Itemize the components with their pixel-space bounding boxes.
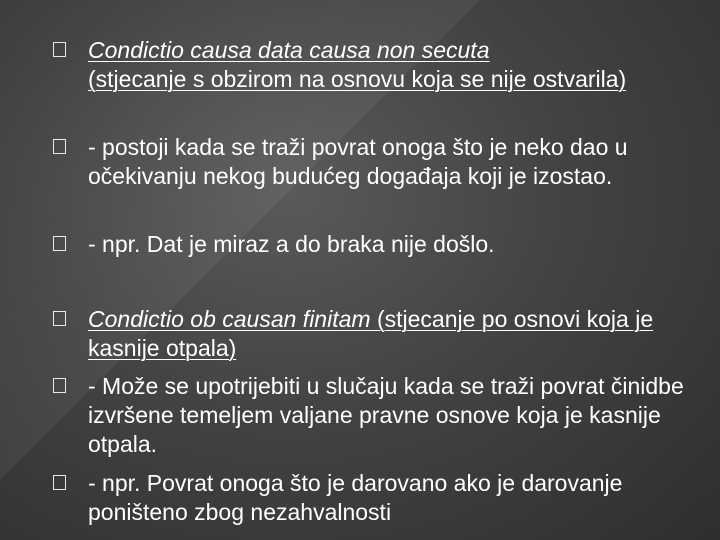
square-bullet-icon [53,378,66,393]
list-item-text: - npr. Povrat onoga što je darovano ako je darovanje poništeno zbog nezahvalnosti [88,470,623,525]
list-item-text: - Može se upotrijebiti u slučaju kada se traži povrat činidbe izvršene temeljem valjane pravne osnove koja je kasnije otpala. [88,373,684,457]
term-explanation: (stjecanje s obzirom na osnovu koja se nije ostvarila) [88,66,627,92]
term-italic: Condictio ob causan finitam [88,306,371,332]
list-item-text [88,305,688,363]
list-item-text: - postoji kada se traži povrat onoga što je neko dao u očekivanju nekog budućeg događaja koji je izostao. [88,134,628,189]
square-bullet-icon [53,311,66,326]
term-italic: Condictio causa data causa non secuta [88,37,490,63]
square-bullet-icon [53,236,66,251]
square-bullet-icon [53,42,66,57]
square-bullet-icon [53,139,66,154]
list-item-text: - npr. Dat je miraz a do braka nije došlo. [88,231,495,257]
term-explanation: (stjecanje po osnovi koja je kasnije otpala) [88,306,654,361]
square-bullet-icon [53,475,66,490]
list-item-text [88,36,688,94]
